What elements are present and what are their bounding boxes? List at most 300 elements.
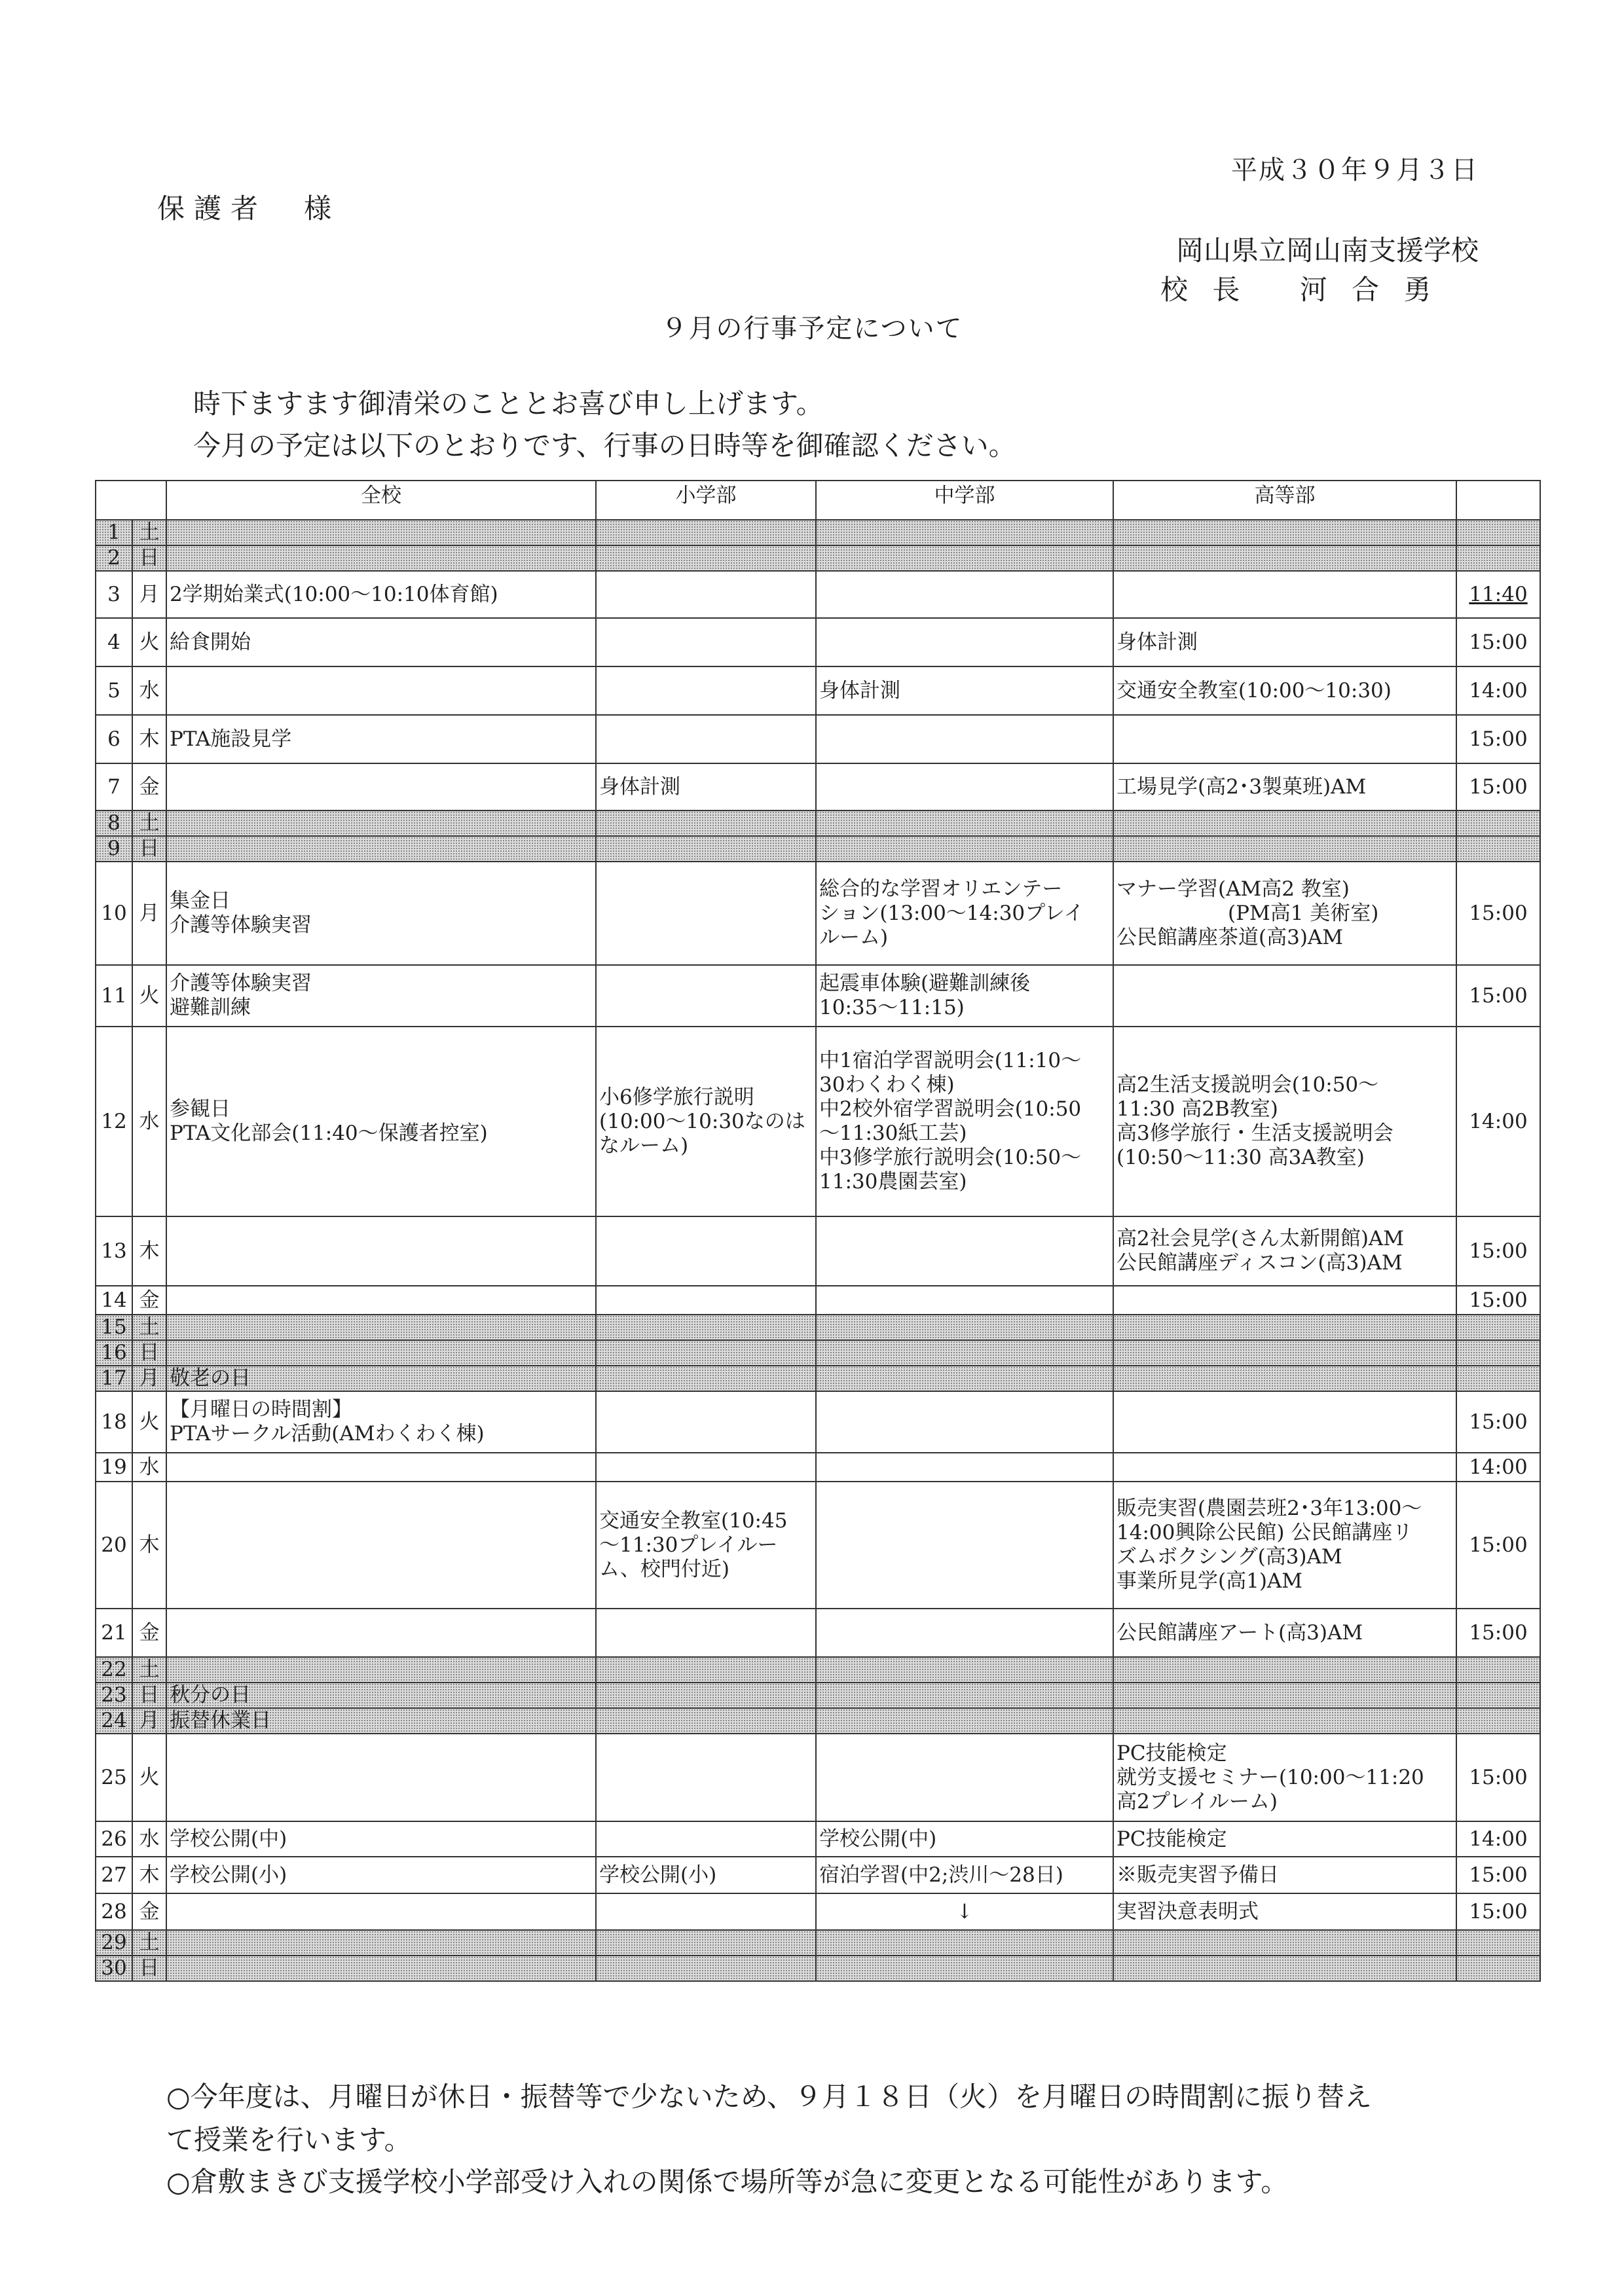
- cell-line: 高2社会見学(さん太新開館)AM: [1116, 1227, 1405, 1250]
- day-cell: 6: [96, 715, 132, 763]
- cell-line: 介護等体験実習: [170, 972, 312, 995]
- weekday-cell: 日: [132, 1683, 166, 1708]
- chugakubu-cell: [816, 1734, 1113, 1821]
- dismissal-time-cell: [1456, 1366, 1540, 1391]
- table-row: [96, 1286, 1540, 1315]
- dismissal-time-cell: [1456, 1930, 1540, 1956]
- chugakubu-cell: [816, 836, 1113, 862]
- shogakubu-cell: [596, 1657, 816, 1683]
- weekday-cell: 日: [132, 836, 166, 862]
- zenko-cell: [166, 571, 596, 618]
- table-row: [96, 1893, 1540, 1930]
- header-shogakubu: 小学部: [596, 481, 816, 520]
- dismissal-time: 15:00: [1469, 1288, 1528, 1312]
- chugakubu-cell: [816, 1482, 1113, 1609]
- shogakubu-cell: [596, 836, 816, 862]
- cell-line: PC技能検定: [1116, 1741, 1227, 1765]
- zenko-cell: [166, 1956, 596, 1981]
- zenko-cell: [166, 811, 596, 836]
- kotobu-cell: [1113, 1857, 1456, 1893]
- document-date: 平成３０年９月３日: [1231, 155, 1479, 185]
- cell-line: 起震車体験(避難訓練後: [819, 972, 1031, 995]
- cell-line: 中3修学旅行説明会(10:50～: [819, 1146, 1082, 1169]
- table-row: [96, 1609, 1540, 1657]
- cell-line: なルーム): [599, 1133, 689, 1157]
- shogakubu-cell: [596, 1956, 816, 1981]
- shogakubu-cell: [596, 1857, 816, 1893]
- chugakubu-cell: [816, 965, 1113, 1027]
- table-row: [96, 1657, 1540, 1683]
- shogakubu-cell: [596, 1027, 816, 1216]
- weekday-cell: 月: [132, 571, 166, 618]
- day-cell: 16: [96, 1340, 132, 1366]
- zenko-cell: [166, 1734, 596, 1821]
- cell-line: 給食開始: [170, 630, 251, 654]
- note-2: て授業を行います。: [166, 2124, 412, 2156]
- dismissal-time-cell: [1456, 1315, 1540, 1340]
- shogakubu-cell: [596, 1930, 816, 1956]
- dismissal-time-cell: [1456, 1453, 1540, 1482]
- cell-line: 2学期始業式(10:00～10:10体育館): [170, 582, 498, 606]
- day-cell: 17: [96, 1366, 132, 1391]
- chugakubu-cell: [816, 1821, 1113, 1857]
- day-cell: 28: [96, 1893, 132, 1930]
- cell-line: 介護等体験実習: [170, 913, 312, 937]
- dismissal-time: 15:00: [1469, 1410, 1528, 1434]
- zenko-cell: [166, 1821, 596, 1857]
- kotobu-cell: [1113, 1286, 1456, 1315]
- cell-line: 事業所見学(高1)AM: [1116, 1569, 1303, 1593]
- chugakubu-cell: [816, 862, 1113, 965]
- cell-line: 身体計測: [819, 678, 900, 702]
- day-cell: 30: [96, 1956, 132, 1981]
- zenko-cell: [166, 1315, 596, 1340]
- shogakubu-cell: [596, 1893, 816, 1930]
- dismissal-time-cell: [1456, 618, 1540, 666]
- zenko-cell: [166, 1930, 596, 1956]
- cell-line: 14:00興除公民館) 公民館講座リ: [1116, 1521, 1413, 1544]
- dismissal-time-cell: [1456, 1893, 1540, 1930]
- weekday-cell: 土: [132, 520, 166, 545]
- dismissal-time: 15:00: [1469, 1620, 1528, 1645]
- weekday-cell: 火: [132, 1391, 166, 1453]
- shogakubu-cell: [596, 1216, 816, 1286]
- day-cell: 25: [96, 1734, 132, 1821]
- kotobu-cell: [1113, 1027, 1456, 1216]
- zenko-cell: [166, 1027, 596, 1216]
- table-row: [96, 1216, 1540, 1286]
- cell-line: 学校公開(小): [170, 1863, 287, 1887]
- shogakubu-cell: [596, 1286, 816, 1315]
- weekday-cell: 水: [132, 1821, 166, 1857]
- table-row: [96, 1821, 1540, 1857]
- day-cell: 2: [96, 545, 132, 571]
- table-row: [96, 1708, 1540, 1734]
- chugakubu-cell: [816, 1315, 1113, 1340]
- chugakubu-cell: [816, 520, 1113, 545]
- dismissal-time: 14:00: [1469, 1455, 1528, 1479]
- dismissal-time-cell: [1456, 1857, 1540, 1893]
- dismissal-time: 15:00: [1469, 1863, 1528, 1887]
- chugakubu-cell: [816, 1340, 1113, 1366]
- cell-line: 学校公開(小): [599, 1863, 717, 1887]
- chugakubu-cell: [816, 571, 1113, 618]
- kotobu-cell: [1113, 1930, 1456, 1956]
- cell-line: 公民館講座アート(高3)AM: [1116, 1620, 1363, 1645]
- day-cell: 21: [96, 1609, 132, 1657]
- shogakubu-cell: [596, 571, 816, 618]
- zenko-cell: [166, 1482, 596, 1609]
- cell-line: (10:00～10:30なのは: [599, 1109, 805, 1133]
- kotobu-cell: [1113, 545, 1456, 571]
- zenko-cell: [166, 1609, 596, 1657]
- table-row: [96, 1391, 1540, 1453]
- dismissal-time: 15:00: [1469, 727, 1528, 751]
- day-cell: 15: [96, 1315, 132, 1340]
- kotobu-cell: [1113, 571, 1456, 618]
- dismissal-time: 15:00: [1469, 630, 1528, 654]
- zenko-cell: [166, 1453, 596, 1482]
- zenko-cell: [166, 1657, 596, 1683]
- weekday-cell: 土: [132, 1657, 166, 1683]
- day-cell: 8: [96, 811, 132, 836]
- table-row: [96, 715, 1540, 763]
- dismissal-time-cell: [1456, 1821, 1540, 1857]
- table-row: [96, 545, 1540, 571]
- chugakubu-cell: [816, 1609, 1113, 1657]
- dismissal-time-cell: [1456, 1027, 1540, 1216]
- weekday-cell: 水: [132, 666, 166, 715]
- dismissal-time-cell: [1456, 1683, 1540, 1708]
- cell-line: 振替休業日: [170, 1709, 271, 1732]
- kotobu-cell: [1113, 836, 1456, 862]
- table-row: [96, 618, 1540, 666]
- cell-line: 販売実習(農園芸班2･3年13:00～: [1116, 1497, 1422, 1520]
- addressee: 保護者 様: [157, 192, 341, 225]
- day-cell: 5: [96, 666, 132, 715]
- kotobu-cell: [1113, 520, 1456, 545]
- table-row: [96, 571, 1540, 618]
- shogakubu-cell: [596, 1453, 816, 1482]
- day-cell: 14: [96, 1286, 132, 1315]
- day-cell: 24: [96, 1708, 132, 1734]
- kotobu-cell: [1113, 811, 1456, 836]
- weekday-cell: 火: [132, 618, 166, 666]
- zenko-cell: [166, 1366, 596, 1391]
- dismissal-time-cell: [1456, 1391, 1540, 1453]
- kotobu-cell: [1113, 1366, 1456, 1391]
- kotobu-cell: [1113, 618, 1456, 666]
- weekday-cell: 日: [132, 545, 166, 571]
- dismissal-time: 15:00: [1469, 1899, 1528, 1923]
- kotobu-cell: [1113, 1453, 1456, 1482]
- cell-line: 高2プレイルーム): [1116, 1789, 1278, 1813]
- cell-line: PTA施設見学: [170, 727, 292, 751]
- day-cell: 3: [96, 571, 132, 618]
- day-cell: 26: [96, 1821, 132, 1857]
- zenko-cell: [166, 763, 596, 811]
- chugakubu-cell: [816, 545, 1113, 571]
- kotobu-cell: [1113, 1657, 1456, 1683]
- schedule-table: [95, 480, 1541, 1982]
- weekday-cell: 日: [132, 1340, 166, 1366]
- cell-line: ム、校門付近): [599, 1557, 730, 1581]
- cell-line: 交通安全教室(10:45: [599, 1508, 788, 1533]
- shogakubu-cell: [596, 545, 816, 571]
- table-row: [96, 1857, 1540, 1893]
- chugakubu-cell: [816, 1391, 1113, 1453]
- table-row: [96, 1956, 1540, 1981]
- kotobu-cell: [1113, 862, 1456, 965]
- shogakubu-cell: [596, 965, 816, 1027]
- header-time: [1456, 481, 1540, 520]
- cell-line: (PM高1 美術室): [1228, 901, 1379, 925]
- cell-line: 高2生活支援説明会(10:50～: [1116, 1073, 1379, 1097]
- dismissal-time-cell: [1456, 1708, 1540, 1734]
- dismissal-time: 15:00: [1469, 1765, 1528, 1789]
- dismissal-time-cell: [1456, 1340, 1540, 1366]
- kotobu-cell: [1113, 1893, 1456, 1930]
- cell-line: 避難訓練: [170, 996, 251, 1019]
- table-row: [96, 763, 1540, 811]
- cell-line: 身体計測: [1116, 630, 1198, 654]
- table-row: [96, 965, 1540, 1027]
- zenko-cell: [166, 1683, 596, 1708]
- cell-line: 実習決意表明式: [1116, 1899, 1259, 1923]
- header-chugakubu: 中学部: [816, 481, 1113, 520]
- weekday-cell: 土: [132, 1930, 166, 1956]
- table-row: [96, 862, 1540, 965]
- dismissal-time-cell: [1456, 1956, 1540, 1981]
- cell-line: PTA文化部会(11:40～保護者控室): [170, 1121, 488, 1145]
- shogakubu-cell: [596, 1708, 816, 1734]
- weekday-cell: 月: [132, 1366, 166, 1391]
- dismissal-time: 15:00: [1469, 1239, 1528, 1263]
- cell-line: ↓: [956, 1899, 973, 1923]
- cell-line: 宿泊学習(中2;渋川～28日): [819, 1863, 1063, 1887]
- dismissal-time-cell: [1456, 965, 1540, 1027]
- day-cell: 18: [96, 1391, 132, 1453]
- dismissal-time-cell: [1456, 520, 1540, 545]
- table-row: [96, 666, 1540, 715]
- table-header-row: [96, 481, 1540, 520]
- table-row: [96, 520, 1540, 545]
- weekday-cell: 日: [132, 1956, 166, 1981]
- zenko-cell: [166, 715, 596, 763]
- chugakubu-cell: [816, 811, 1113, 836]
- zenko-cell: [166, 545, 596, 571]
- kotobu-cell: [1113, 1391, 1456, 1453]
- zenko-cell: [166, 618, 596, 666]
- day-cell: 11: [96, 965, 132, 1027]
- cell-line: 【月曜日の時間割】: [170, 1398, 352, 1421]
- cell-line: 身体計測: [599, 774, 680, 799]
- chugakubu-cell: [816, 618, 1113, 666]
- chugakubu-cell: [816, 1366, 1113, 1391]
- table-row: [96, 811, 1540, 836]
- weekday-cell: 木: [132, 1857, 166, 1893]
- cell-line: 交通安全教室(10:00～10:30): [1116, 678, 1392, 702]
- day-cell: 4: [96, 618, 132, 666]
- weekday-cell: 火: [132, 1734, 166, 1821]
- table-row: [96, 1315, 1540, 1340]
- shogakubu-cell: [596, 1340, 816, 1366]
- dismissal-time-cell: [1456, 666, 1540, 715]
- dismissal-time: 15:00: [1469, 774, 1528, 799]
- day-cell: 23: [96, 1683, 132, 1708]
- kotobu-cell: [1113, 1340, 1456, 1366]
- day-cell: 13: [96, 1216, 132, 1286]
- kotobu-cell: [1113, 1609, 1456, 1657]
- chugakubu-cell: [816, 1027, 1113, 1216]
- weekday-cell: 金: [132, 1286, 166, 1315]
- dismissal-time-cell: [1456, 715, 1540, 763]
- kotobu-cell: [1113, 763, 1456, 811]
- shogakubu-cell: [596, 1734, 816, 1821]
- day-cell: 22: [96, 1657, 132, 1683]
- cell-line: 参観日: [170, 1097, 231, 1121]
- day-cell: 29: [96, 1930, 132, 1956]
- shogakubu-cell: [596, 1482, 816, 1609]
- shogakubu-cell: [596, 1609, 816, 1657]
- note-3: ○倉敷まきび支援学校小学部受け入れの関係で場所等が急に変更となる可能性があります。: [166, 2166, 1289, 2198]
- dismissal-time: 14:00: [1469, 678, 1528, 702]
- dismissal-time-cell: [1456, 811, 1540, 836]
- cell-line: 10:35～11:15): [819, 996, 965, 1019]
- shogakubu-cell: [596, 1366, 816, 1391]
- chugakubu-cell: [816, 1216, 1113, 1286]
- cell-line: 就労支援セミナー(10:00～11:20: [1116, 1765, 1424, 1789]
- dismissal-time-cell: [1456, 545, 1540, 571]
- weekday-cell: 火: [132, 965, 166, 1027]
- dismissal-time-cell: [1456, 862, 1540, 965]
- zenko-cell: [166, 836, 596, 862]
- kotobu-cell: [1113, 1956, 1456, 1981]
- zenko-cell: [166, 1893, 596, 1930]
- header-day-cell: [96, 481, 166, 520]
- zenko-cell: [166, 1857, 596, 1893]
- kotobu-cell: [1113, 965, 1456, 1027]
- cell-line: 小6修学旅行説明: [599, 1085, 754, 1109]
- weekday-cell: 金: [132, 1893, 166, 1930]
- table-row: [96, 1683, 1540, 1708]
- cell-line: 学校公開(中): [170, 1827, 287, 1851]
- shogakubu-cell: [596, 862, 816, 965]
- school-name: 岡山県立岡山南支援学校: [1175, 234, 1479, 266]
- dismissal-time-cell: [1456, 1216, 1540, 1286]
- document-title: ９月の行事予定について: [661, 314, 963, 344]
- zenko-cell: [166, 862, 596, 965]
- cell-line: マナー学習(AM高2 教室): [1116, 877, 1350, 901]
- weekday-cell: 木: [132, 715, 166, 763]
- cell-line: 30わくわく棟): [819, 1073, 955, 1097]
- cell-line: ～11:30紙工芸): [819, 1121, 967, 1145]
- table-row: [96, 1027, 1540, 1216]
- chugakubu-cell: [816, 1286, 1113, 1315]
- chugakubu-cell: [816, 1708, 1113, 1734]
- shogakubu-cell: [596, 715, 816, 763]
- day-cell: 1: [96, 520, 132, 545]
- zenko-cell: [166, 1391, 596, 1453]
- chugakubu-cell: [816, 715, 1113, 763]
- table-row: [96, 1930, 1540, 1956]
- shogakubu-cell: [596, 811, 816, 836]
- shogakubu-cell: [596, 618, 816, 666]
- cell-line: 集金日: [170, 889, 231, 913]
- day-cell: 12: [96, 1027, 132, 1216]
- weekday-cell: 金: [132, 1609, 166, 1657]
- day-cell: 27: [96, 1857, 132, 1893]
- dismissal-time-cell: [1456, 1286, 1540, 1315]
- kotobu-cell: [1113, 1821, 1456, 1857]
- day-cell: 19: [96, 1453, 132, 1482]
- dismissal-time-cell: [1456, 836, 1540, 862]
- zenko-cell: [166, 1286, 596, 1315]
- cell-line: 学校公開(中): [819, 1827, 937, 1851]
- shogakubu-cell: [596, 763, 816, 811]
- cell-line: 総合的な学習オリエンテー: [819, 877, 1063, 901]
- weekday-cell: 月: [132, 862, 166, 965]
- cell-line: 高3修学旅行・生活支援説明会: [1116, 1121, 1393, 1145]
- weekday-cell: 水: [132, 1453, 166, 1482]
- cell-line: PTAサークル活動(AMわくわく棟): [170, 1422, 485, 1446]
- dismissal-time-cell: [1456, 1657, 1540, 1683]
- greeting-line-2: 今月の予定は以下のとおりです、行事の日時等を御確認ください。: [193, 429, 1016, 462]
- weekday-cell: 木: [132, 1482, 166, 1609]
- principal-name: 校 長 河 合 勇: [1160, 274, 1439, 306]
- cell-line: 敬老の日: [170, 1366, 251, 1390]
- day-cell: 20: [96, 1482, 132, 1609]
- table-row: [96, 1734, 1540, 1821]
- chugakubu-cell: [816, 763, 1113, 811]
- zenko-cell: [166, 965, 596, 1027]
- cell-line: 11:30農園芸室): [819, 1170, 967, 1194]
- table-row: [96, 836, 1540, 862]
- dismissal-time-cell: [1456, 571, 1540, 618]
- weekday-cell: 金: [132, 763, 166, 811]
- cell-line: 公民館講座ディスコン(高3)AM: [1116, 1251, 1403, 1275]
- cell-line: ズムボクシング(高3)AM: [1116, 1545, 1342, 1569]
- kotobu-cell: [1113, 715, 1456, 763]
- chugakubu-cell: [816, 1657, 1113, 1683]
- header-zenko: 全校: [166, 481, 596, 520]
- table-row: [96, 1366, 1540, 1391]
- dismissal-time: 14:00: [1469, 1109, 1528, 1133]
- weekday-cell: 土: [132, 811, 166, 836]
- chugakubu-cell: [816, 1453, 1113, 1482]
- cell-line: ルーム): [819, 925, 889, 949]
- cell-line: 中2校外宿学習説明会(10:50: [819, 1097, 1082, 1121]
- kotobu-cell: [1113, 1482, 1456, 1609]
- dismissal-time-cell: [1456, 1609, 1540, 1657]
- cell-line: 工場見学(高2･3製菓班)AM: [1116, 774, 1367, 799]
- chugakubu-cell: [816, 1857, 1113, 1893]
- zenko-cell: [166, 666, 596, 715]
- cell-line: 秋分の日: [170, 1683, 251, 1707]
- shogakubu-cell: [596, 520, 816, 545]
- chugakubu-cell: [816, 1893, 1113, 1930]
- dismissal-time: 15:00: [1469, 901, 1528, 925]
- weekday-cell: 月: [132, 1708, 166, 1734]
- zenko-cell: [166, 1216, 596, 1286]
- dismissal-time-cell: [1456, 1734, 1540, 1821]
- greeting-line-1: 時下ますます御清栄のこととお喜び申し上げます。: [193, 388, 824, 420]
- shogakubu-cell: [596, 1315, 816, 1340]
- cell-line: 中1宿泊学習説明会(11:10～: [819, 1049, 1082, 1072]
- chugakubu-cell: [816, 666, 1113, 715]
- kotobu-cell: [1113, 1734, 1456, 1821]
- kotobu-cell: [1113, 1216, 1456, 1286]
